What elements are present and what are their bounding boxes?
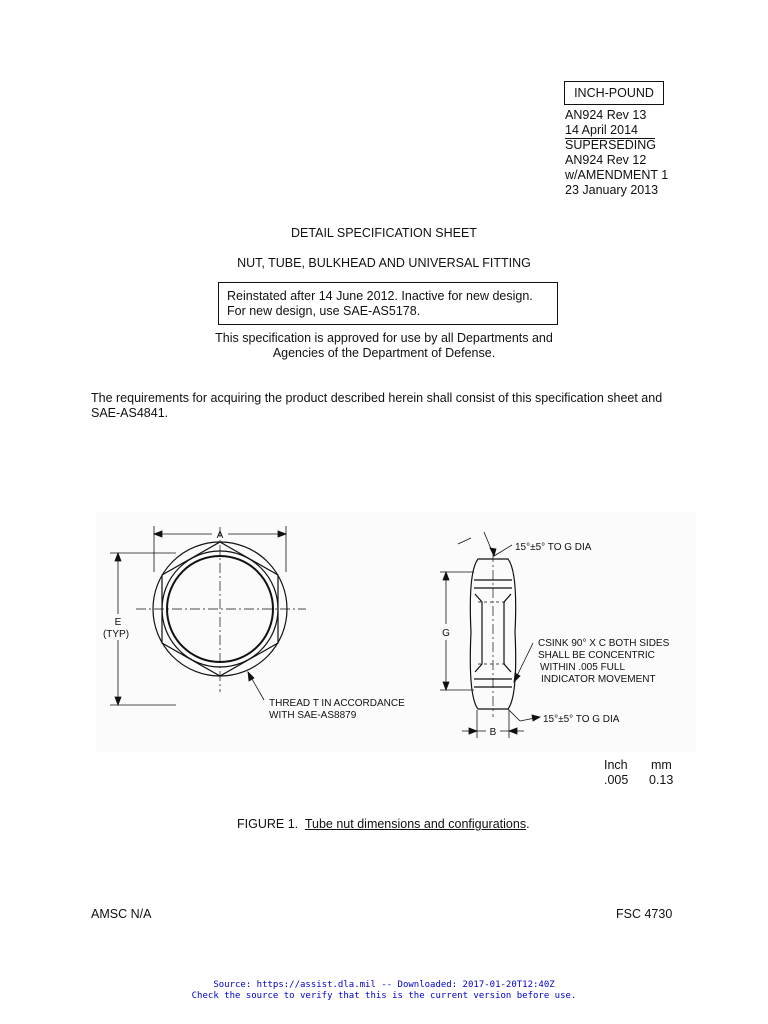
- figure-1-drawing: [96, 512, 696, 752]
- figure-caption-title: Tube nut dimensions and configurations: [304, 817, 527, 831]
- figure-caption: [237, 817, 530, 831]
- inch-pound-box: [564, 81, 664, 105]
- fsc-label: FSC 4730: [616, 907, 673, 921]
- previous-doc-id: AN924 Rev 12: [565, 153, 647, 167]
- conversion-header-mm: mm: [651, 758, 672, 772]
- conversion-inch-value: .005: [604, 773, 629, 787]
- csink-note-line-2: SHALL BE CONCENTRIC: [538, 650, 655, 661]
- sheet-title: DETAIL SPECIFICATION SHEET: [291, 226, 477, 240]
- label-typ: (TYP): [102, 629, 130, 640]
- superseding-label: SUPERSEDING: [565, 138, 656, 152]
- notice-line-1: Reinstated after 14 June 2012. Inactive for new design.: [227, 289, 533, 303]
- label-g: G: [442, 628, 450, 639]
- conversion-table: [600, 758, 690, 792]
- label-e: E: [114, 617, 122, 628]
- angle-top-label: 15°±5° TO G DIA: [515, 542, 592, 553]
- requirements-line-2: SAE-AS4841.: [91, 406, 169, 420]
- csink-note-line-3: WITHIN .005 FULL: [540, 662, 626, 673]
- previous-date: 23 January 2013: [565, 183, 659, 197]
- amendment-label: w/AMENDMENT 1: [565, 168, 669, 182]
- csink-note-line-4: INDICATOR MOVEMENT: [541, 674, 656, 685]
- figure-caption-prefix: FIGURE 1.: [237, 817, 299, 831]
- doc-id: AN924 Rev 13: [565, 108, 647, 122]
- reinstated-notice-box: [218, 282, 558, 325]
- label-a: A: [216, 530, 224, 541]
- inch-pound-label: INCH-POUND: [574, 86, 654, 100]
- approval-line-1: This specification is approved for use by all Departments and: [215, 331, 553, 345]
- amsc-label: AMSC N/A: [91, 907, 152, 921]
- requirements-line-1: The requirements for acquiring the product described herein shall consist of this specification sheet and: [91, 391, 663, 405]
- notice-line-2: For new design, use SAE-AS5178.: [227, 304, 421, 318]
- doc-date: 14 April 2014: [565, 123, 655, 139]
- conversion-header-inch: Inch: [604, 758, 628, 772]
- approval-line-2: Agencies of the Department of Defense.: [272, 346, 496, 360]
- verify-line: Check the source to verify that this is the current version before use.: [191, 991, 577, 1001]
- figure-caption-end: .: [526, 817, 530, 831]
- csink-note-line-1: CSINK 90° X C BOTH SIDES: [538, 638, 670, 649]
- source-line: Source: https://assist.dla.mil -- Downloaded: 2017-01-20T12:40Z: [213, 980, 555, 990]
- item-name: NUT, TUBE, BULKHEAD AND UNIVERSAL FITTING: [237, 256, 531, 270]
- label-b: B: [489, 727, 497, 738]
- conversion-mm-value: 0.13: [649, 773, 674, 787]
- angle-bottom-label: 15°±5° TO G DIA: [543, 714, 620, 725]
- thread-note-line-2: WITH SAE-AS8879: [269, 710, 357, 721]
- thread-note-line-1: THREAD T IN ACCORDANCE: [269, 698, 405, 709]
